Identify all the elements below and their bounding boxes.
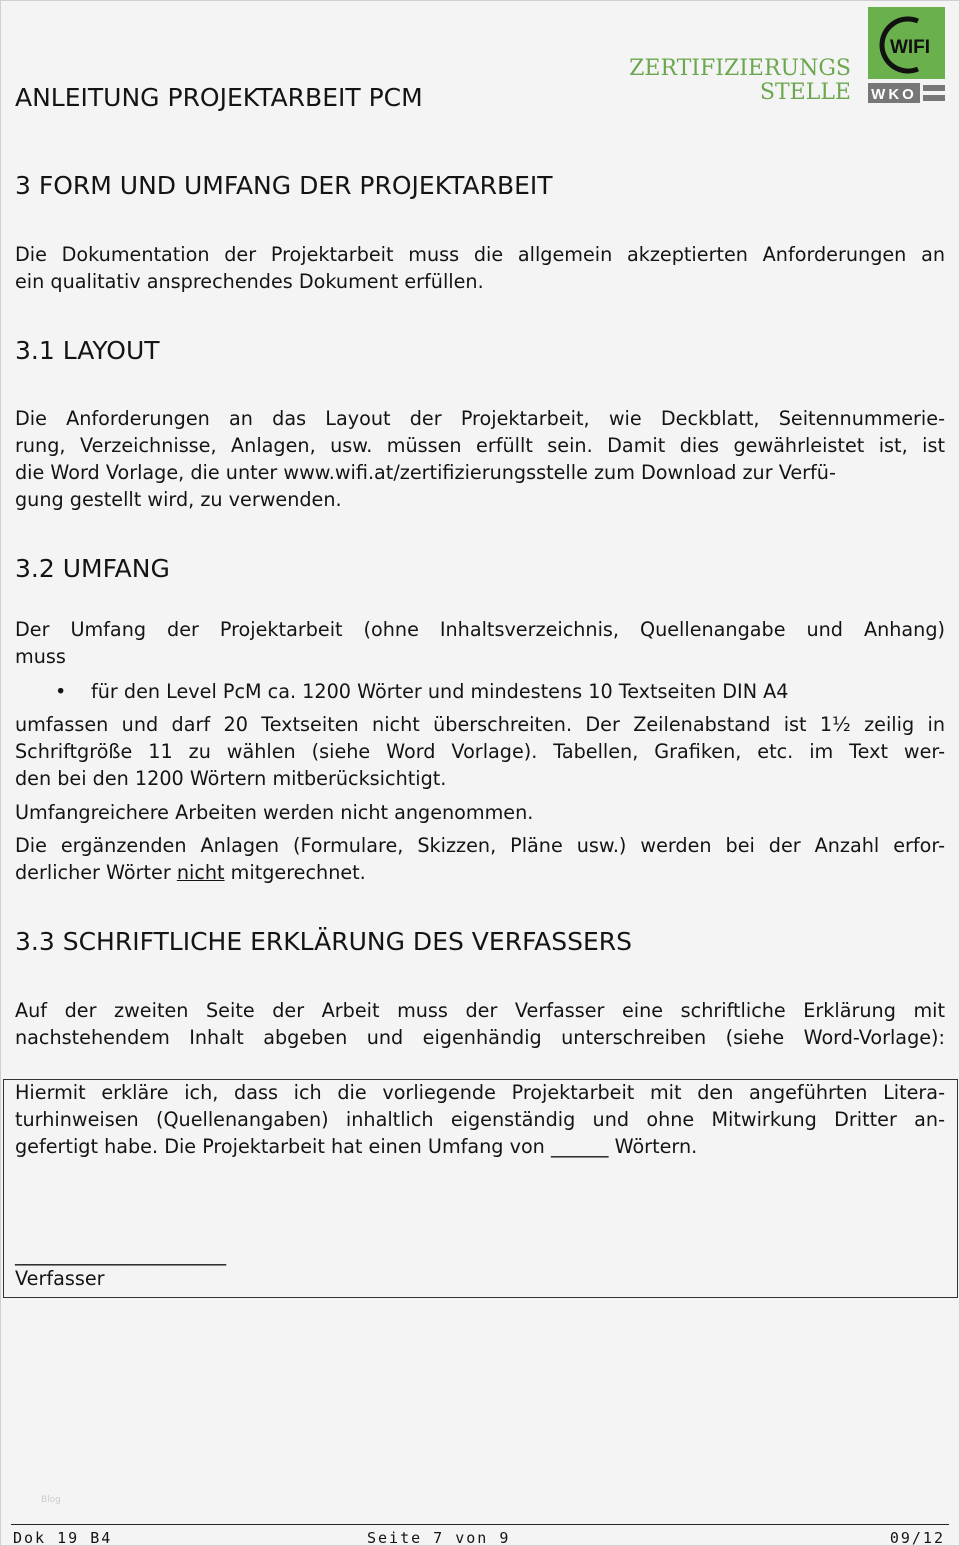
paragraph-line: Die Dokumentation der Projektarbeit muss die allgemein akzeptierten Anforderungen an (15, 243, 945, 266)
paragraph-line: ein qualitativ ansprechendes Dokument erfüllen. (15, 270, 484, 293)
footer-doc-id: Dok 19 B4 (13, 1529, 113, 1546)
paragraph-line: den bei den 1200 Wörtern mitberücksichtigt. (15, 767, 447, 790)
bullet-icon: • (55, 680, 67, 703)
declaration-line: Hiermit erkläre ich, dass ich die vorliegende Projektarbeit mit den angeführten Litera- (15, 1081, 945, 1104)
text: mitgerechnet. (224, 861, 366, 884)
watermark: Blog (41, 1495, 61, 1505)
underlined-text: nicht (176, 861, 225, 884)
section-3-1-heading: 3.1 LAYOUT (15, 336, 160, 365)
paragraph-line: gung gestellt wird, zu verwenden. (15, 488, 342, 511)
declaration-line: gefertigt habe. Die Projektarbeit hat einen Umfang von ______ Wörtern. (15, 1135, 698, 1158)
paragraph-line: Auf der zweiten Seite der Arbeit muss der Verfasser eine schriftliche Erklärung mit (15, 999, 945, 1022)
footer-date: 09/12 (889, 1529, 945, 1546)
paragraph-line: Die ergänzenden Anlagen (Formulare, Skizzen, Pläne usw.) werden bei der Anzahl erfor- (15, 834, 945, 857)
paragraph-line: umfassen und darf 20 Textseiten nicht überschreiten. Der Zeilenabstand ist 1½ zeilig in (15, 713, 945, 736)
paragraph-line: Umfangreichere Arbeiten werden nicht angenommen. (15, 801, 534, 824)
signature-label: Verfasser (15, 1267, 105, 1290)
paragraph-line: Die Anforderungen an das Layout der Projektarbeit, wie Deckblatt, Seitennummerie- (15, 407, 945, 430)
logo-text-line1: ZERTIFIZIERUNGS (629, 56, 851, 81)
text: zum Download zur Verfü- (587, 461, 836, 484)
text: die Word Vorlage, die unter (15, 461, 284, 484)
section-3-3-heading: 3.3 SCHRIFTLICHE ERKLÄRUNG DES VERFASSERS (15, 927, 633, 956)
document-title: ANLEITUNG PROJEKTARBEIT PCM (15, 83, 423, 112)
download-link[interactable]: www.wifi.at/zertifizierungsstelle (283, 461, 588, 484)
wifi-wko-logo (868, 7, 945, 103)
paragraph-line: rung, Verzeichnisse, Anlagen, usw. müssen erfüllt sein. Damit dies gewährleistet ist, ist (15, 434, 945, 457)
svg-text:WIFI: WIFI (889, 37, 931, 58)
paragraph-line: Der Umfang der Projektarbeit (ohne Inhaltsverzeichnis, Quellenangabe und Anhang) (15, 618, 945, 641)
paragraph-line (15, 459, 836, 486)
footer-page-number: Seite 7 von 9 (367, 1529, 511, 1546)
paragraph-line: muss (15, 645, 66, 668)
paragraph-line (15, 859, 366, 886)
declaration-line: turhinweisen (Quellenangaben) inhaltlich eigenständig und ohne Mitwirkung Dritter an- (15, 1108, 945, 1131)
bullet-item: für den Level PcM ca. 1200 Wörter und mindestens 10 Textseiten DIN A4 (91, 680, 789, 703)
svg-text:WKO: WKO (871, 86, 917, 103)
logo-text-line2: STELLE (759, 80, 851, 105)
footer-divider (11, 1524, 949, 1525)
section-3-heading: 3 FORM UND UMFANG DER PROJEKTARBEIT (15, 171, 553, 200)
logo-text (627, 57, 851, 105)
signature-line: ______________________ (15, 1243, 227, 1266)
text: derlicher Wörter (15, 861, 177, 884)
paragraph-line: Schriftgröße 11 zu wählen (siehe Word Vorlage). Tabellen, Grafiken, etc. im Text wer- (15, 740, 945, 763)
section-3-2-heading: 3.2 UMFANG (15, 554, 170, 583)
paragraph-line: nachstehendem Inhalt abgeben und eigenhändig unterschreiben (siehe Word-Vorlage): (15, 1026, 945, 1049)
